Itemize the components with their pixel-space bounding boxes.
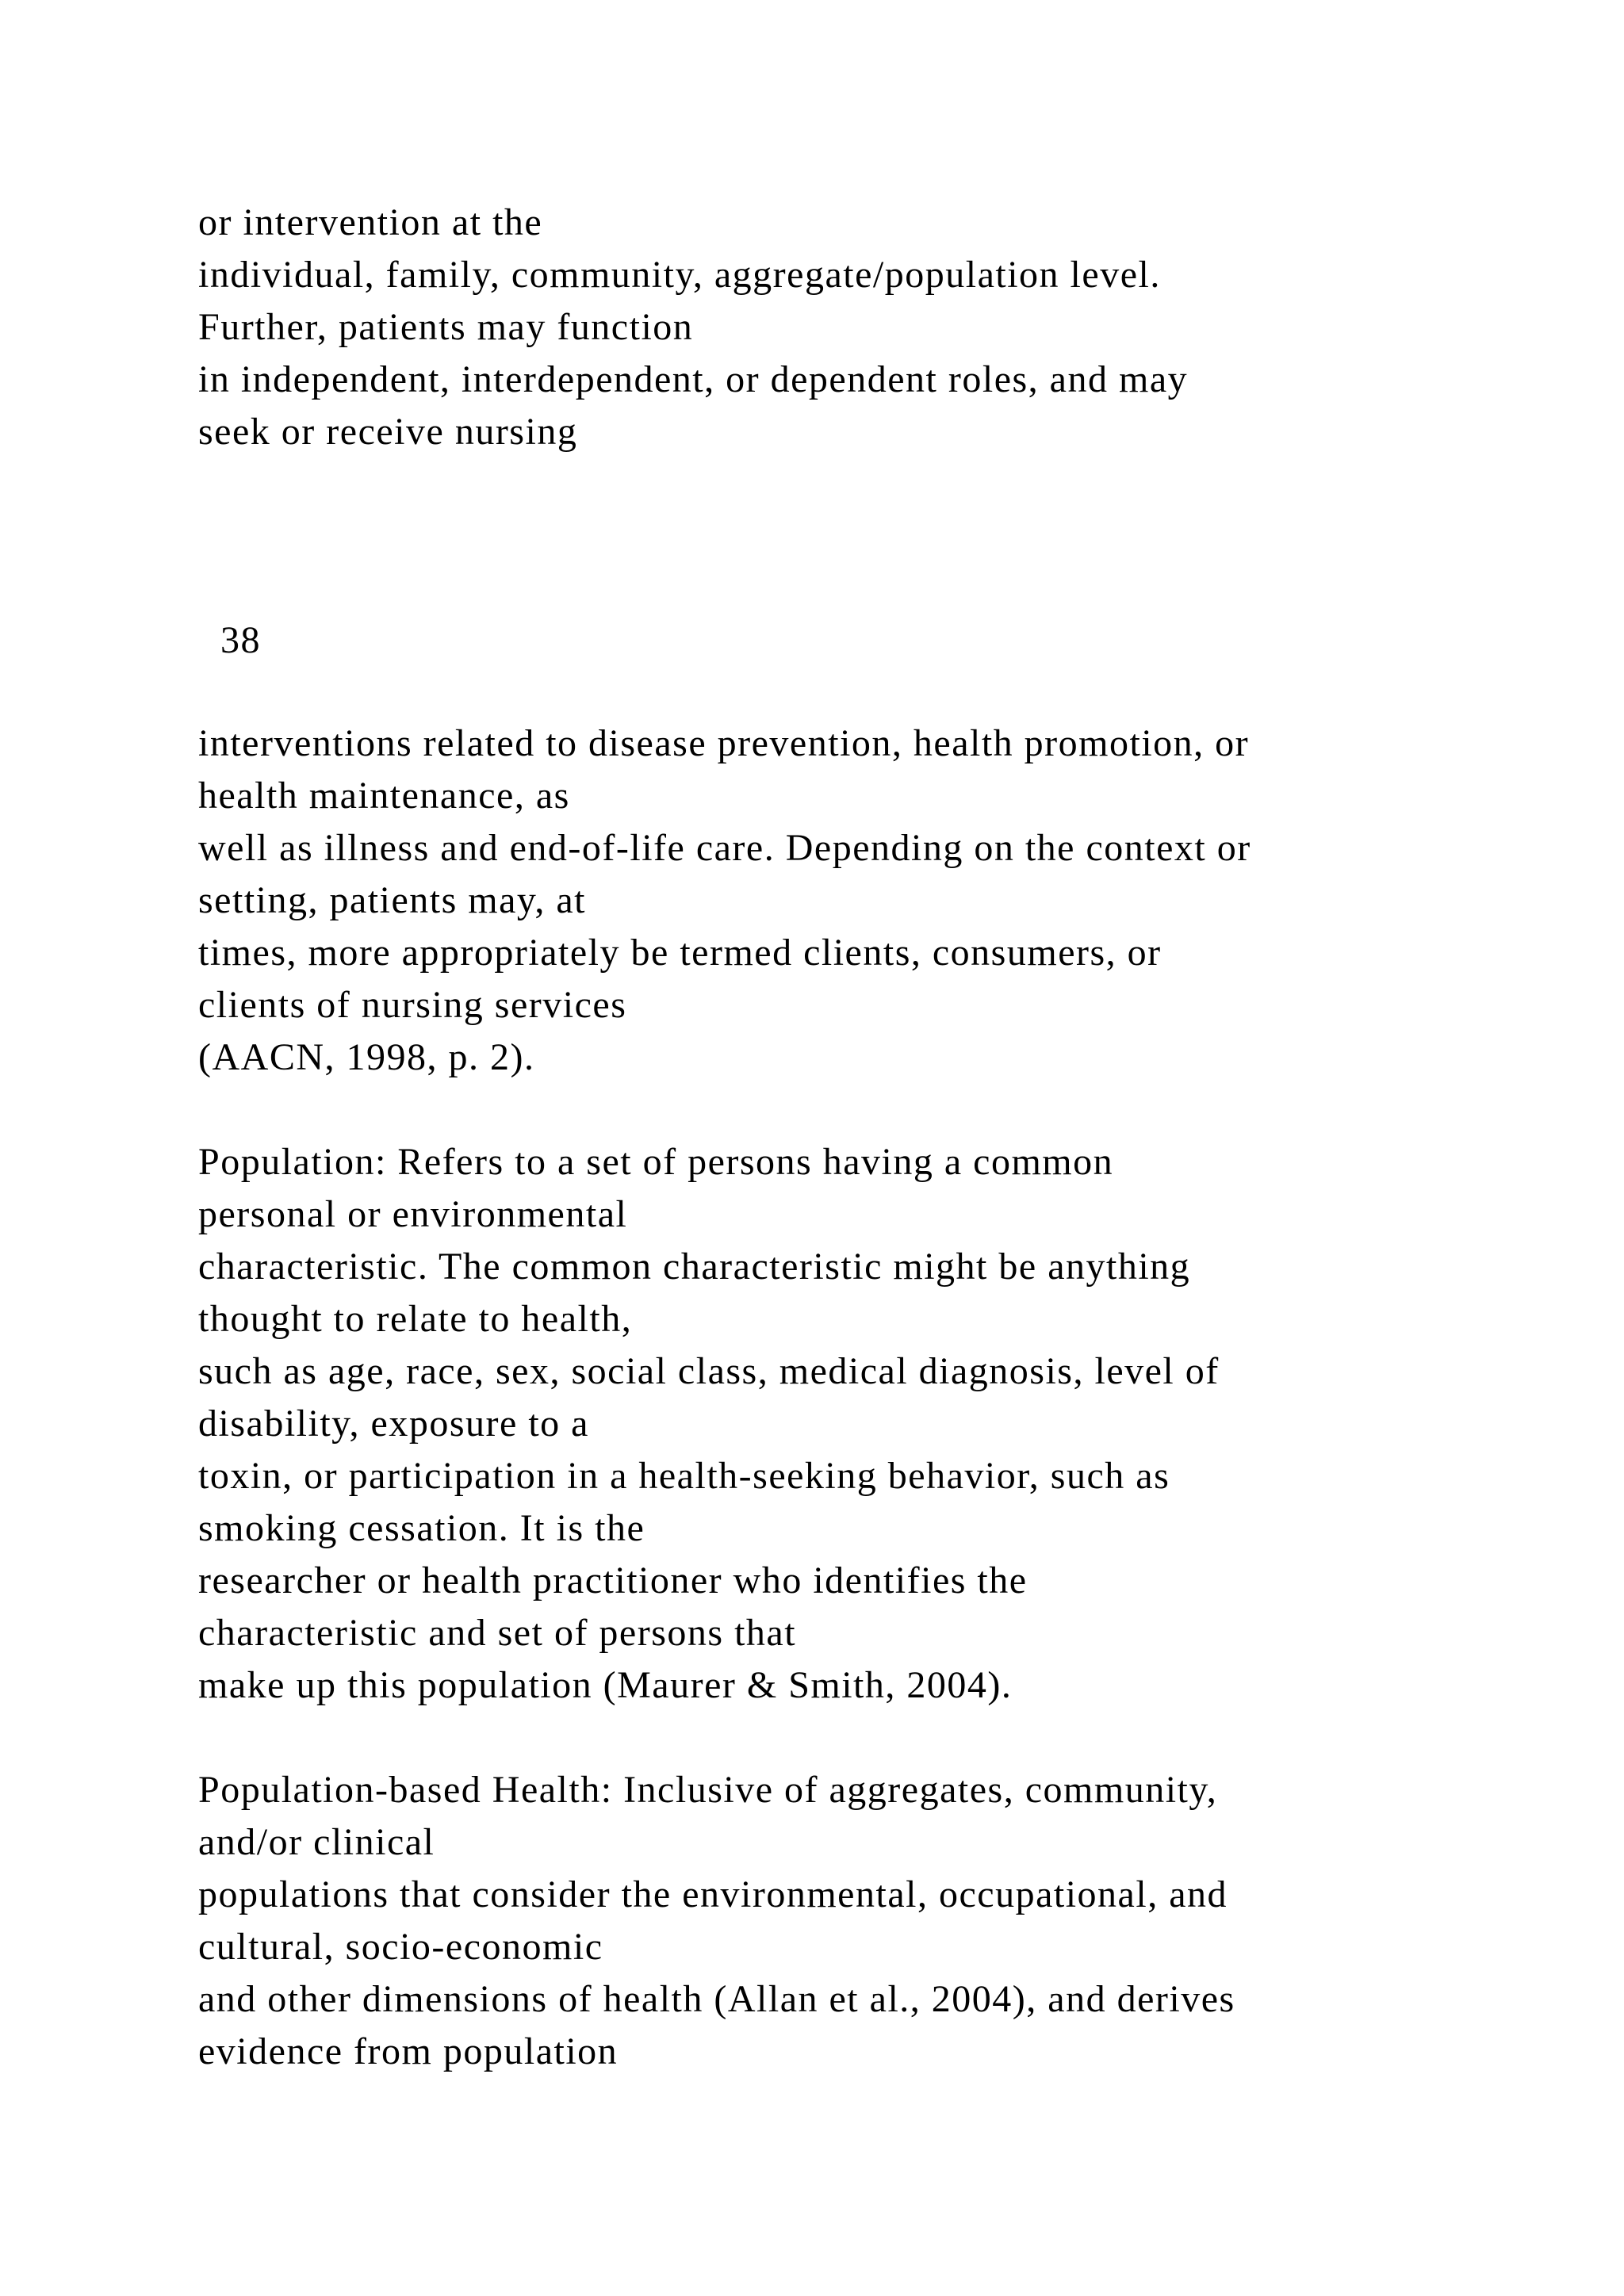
text-line: Population-based Health: Inclusive of aggregates, community, — [198, 1769, 1218, 1811]
text-line: setting, patients may, at — [198, 879, 586, 921]
paragraph-population-definition — [198, 1136, 1530, 1712]
text-line: and/or clinical — [198, 1821, 435, 1863]
text-line: individual, family, community, aggregate/population level. — [198, 254, 1161, 296]
paragraph-intervention-levels — [198, 197, 1530, 458]
text-line: times, more appropriately be termed clients, consumers, or — [198, 932, 1162, 974]
text-line: or intervention at the — [198, 201, 543, 243]
text-line: toxin, or participation in a health-seeking behavior, such as — [198, 1455, 1170, 1497]
page-number: 38 — [220, 619, 261, 661]
text-line: personal or environmental — [198, 1193, 628, 1235]
text-line: populations that consider the environmental, occupational, and — [198, 1873, 1228, 1915]
text-line: such as age, race, sex, social class, medical diagnosis, level of — [198, 1350, 1220, 1392]
text-line: disability, exposure to a — [198, 1402, 589, 1445]
text-line: in independent, interdependent, or dependent roles, and may — [198, 358, 1189, 400]
text-line: evidence from population — [198, 2030, 619, 2072]
text-line: health maintenance, as — [198, 775, 570, 817]
text-line: characteristic and set of persons that — [198, 1612, 797, 1654]
text-line: (AACN, 1998, p. 2). — [198, 1036, 535, 1078]
text-line: Population: Refers to a set of persons having a common — [198, 1141, 1114, 1183]
text-line: clients of nursing services — [198, 984, 627, 1026]
text-line: cultural, socio-economic — [198, 1926, 603, 1968]
text-line: interventions related to disease prevention, health promotion, or — [198, 722, 1250, 764]
text-line: well as illness and end-of-life care. Depending on the context or — [198, 827, 1251, 869]
text-line: characteristic. The common characteristic might be anything — [198, 1246, 1191, 1288]
text-line: and other dimensions of health (Allan et al., 2004), and derives — [198, 1978, 1235, 2020]
text-line: make up this population (Maurer & Smith, 2004). — [198, 1664, 1013, 1706]
text-line: Further, patients may function — [198, 306, 694, 348]
text-line: seek or receive nursing — [198, 411, 578, 453]
text-line: thought to relate to health, — [198, 1298, 633, 1340]
text-line: researcher or health practitioner who identifies the — [198, 1559, 1028, 1601]
paragraph-population-based-health — [198, 1764, 1530, 2078]
paragraph-interventions — [198, 718, 1530, 1084]
text-line: smoking cessation. It is the — [198, 1507, 645, 1549]
